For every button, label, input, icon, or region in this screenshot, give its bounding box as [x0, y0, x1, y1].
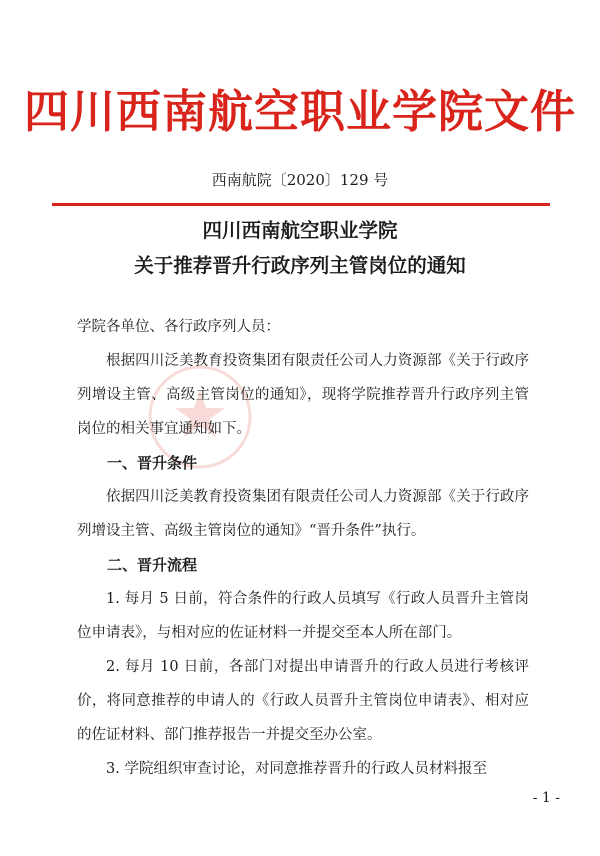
section1-heading: 一、晋升条件	[107, 454, 198, 472]
notice-title-line1: 四川西南航空职业学院	[202, 219, 398, 242]
section1-paragraph: 依据四川泛美教育投资集团有限责任公司人力资源部《关于行政序列增设主管、高级主管岗位的通知》“晋升条件”执行。	[77, 489, 529, 539]
section2-heading: 二、晋升流程	[107, 556, 198, 574]
red-separator-line	[52, 203, 550, 206]
notice-title-line2: 关于推荐晋升行政序列主管岗位的通知	[134, 254, 466, 277]
intro-paragraph: 根据四川泛美教育投资集团有限责任公司人力资源部《关于行政序列增设主管、高级主管岗位的通知》，现将学院推荐晋升行政序列主管岗位的相关事宜通知如下。	[77, 353, 529, 437]
step3-paragraph: 3. 学院组织审查讨论，对同意推荐晋升的行政人员材料报至	[106, 761, 487, 777]
document-number: 西南航院〔2020〕129 号	[211, 171, 389, 189]
document-masthead: 四川西南航空职业学院文件	[23, 85, 576, 138]
page-number: - 1 -	[532, 790, 560, 806]
step2-paragraph: 2. 每月 10 日前，各部门对提出申请晋升的行政人员进行考核评价，将同意推荐的申请人的《行政人员晋升主管岗位申请表》、相对应的佐证材料、部门推荐报告一并提交至办公室。	[77, 659, 529, 743]
step1-paragraph: 1. 每月 5 日前，符合条件的行政人员填写《行政人员晋升主管岗位申请表》，与相对应的佐证材料一并提交至本人所在部门。	[77, 591, 529, 641]
salutation: 学院各单位、各行政序列人员：	[77, 319, 280, 335]
document-body	[77, 310, 529, 786]
